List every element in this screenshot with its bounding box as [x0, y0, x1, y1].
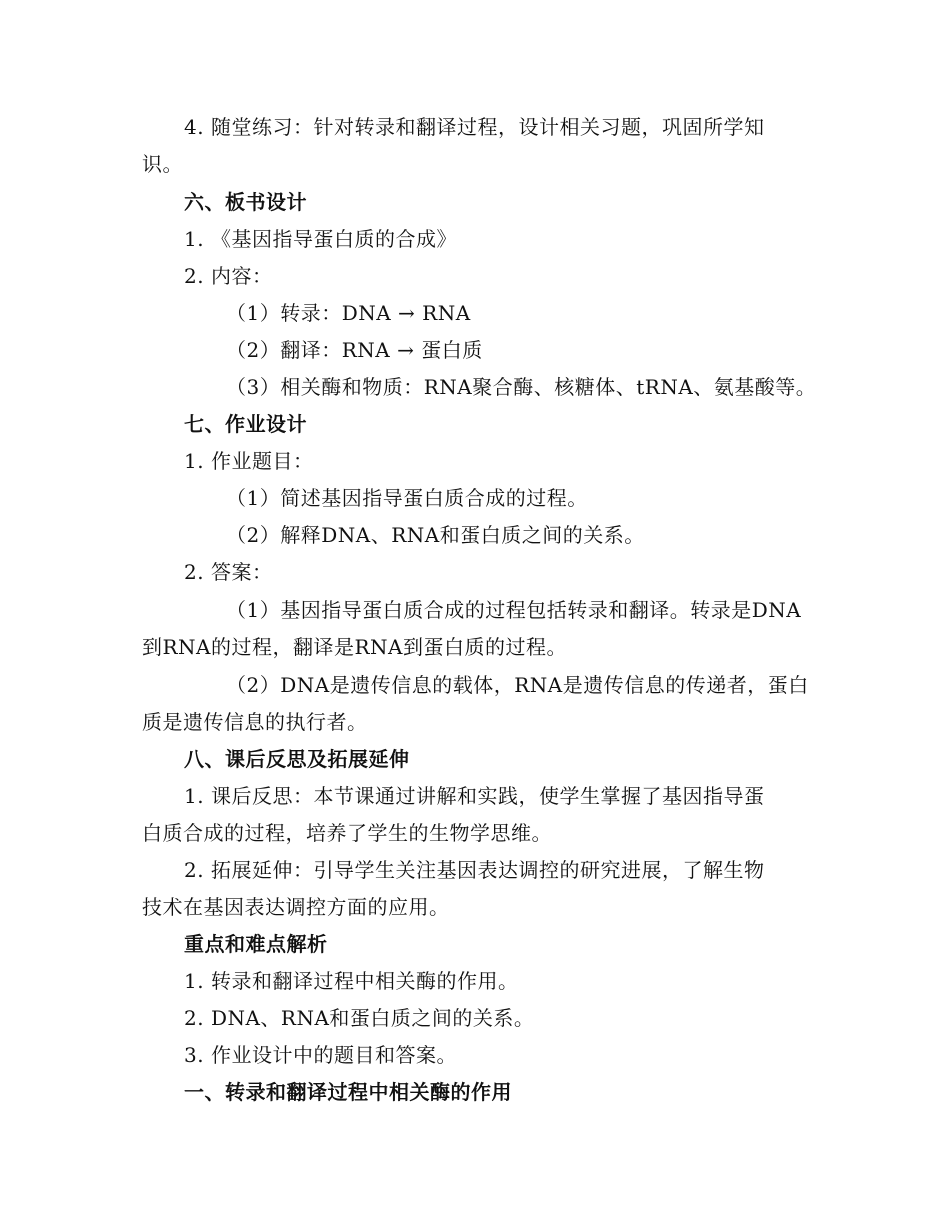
list-item: 2. 内容： [184, 264, 273, 288]
paragraph-line: 1. 课后反思：本节课通过讲解和实践，使学生掌握了基因指导蛋 [184, 784, 765, 808]
list-item: 3. 作业设计中的题目和答案。 [184, 1043, 457, 1067]
paragraph-line: 技术在基因表达调控方面的应用。 [142, 895, 450, 919]
paragraph-line: 质是遗传信息的执行者。 [142, 710, 368, 734]
section-heading: 七、作业设计 [184, 412, 307, 436]
paragraph-line: 4. 随堂练习：针对转录和翻译过程，设计相关习题，巩固所学知 [184, 115, 765, 139]
section-heading: 八、课后反思及拓展延伸 [184, 747, 410, 771]
section-heading: 六、板书设计 [184, 190, 307, 214]
paragraph-line: （1）基因指导蛋白质合成的过程包括转录和翻译。转录是DNA [226, 598, 802, 622]
paragraph-line: 白质合成的过程，培养了学生的生物学思维。 [142, 821, 552, 845]
list-item: 2. DNA、RNA和蛋白质之间的关系。 [184, 1006, 535, 1030]
list-item: 1. 转录和翻译过程中相关酶的作用。 [184, 969, 519, 993]
paragraph-line: （2）DNA是遗传信息的载体，RNA是遗传信息的传递者，蛋白 [226, 673, 809, 697]
paragraph-line: 2. 拓展延伸：引导学生关注基因表达调控的研究进展，了解生物 [184, 858, 765, 882]
list-item: （1）转录：DNA → RNA [226, 301, 471, 325]
paragraph-line: 到RNA的过程，翻译是RNA到蛋白质的过程。 [142, 635, 568, 659]
list-item: （3）相关酶和物质：RNA聚合酶、核糖体、tRNA、氨基酸等。 [226, 375, 817, 399]
list-item: （2）解释DNA、RNA和蛋白质之间的关系。 [226, 523, 645, 547]
list-item: （1）简述基因指导蛋白质合成的过程。 [226, 486, 588, 510]
list-item: 1. 《基因指导蛋白质的合成》 [184, 227, 457, 251]
section-heading: 重点和难点解析 [184, 932, 328, 956]
paragraph-line: 识。 [142, 152, 183, 176]
list-item: 1. 作业题目： [184, 449, 314, 473]
list-item: （2）翻译：RNA → 蛋白质 [226, 338, 483, 362]
list-item: 2. 答案： [184, 560, 273, 584]
section-heading: 一、转录和翻译过程中相关酶的作用 [184, 1080, 512, 1104]
